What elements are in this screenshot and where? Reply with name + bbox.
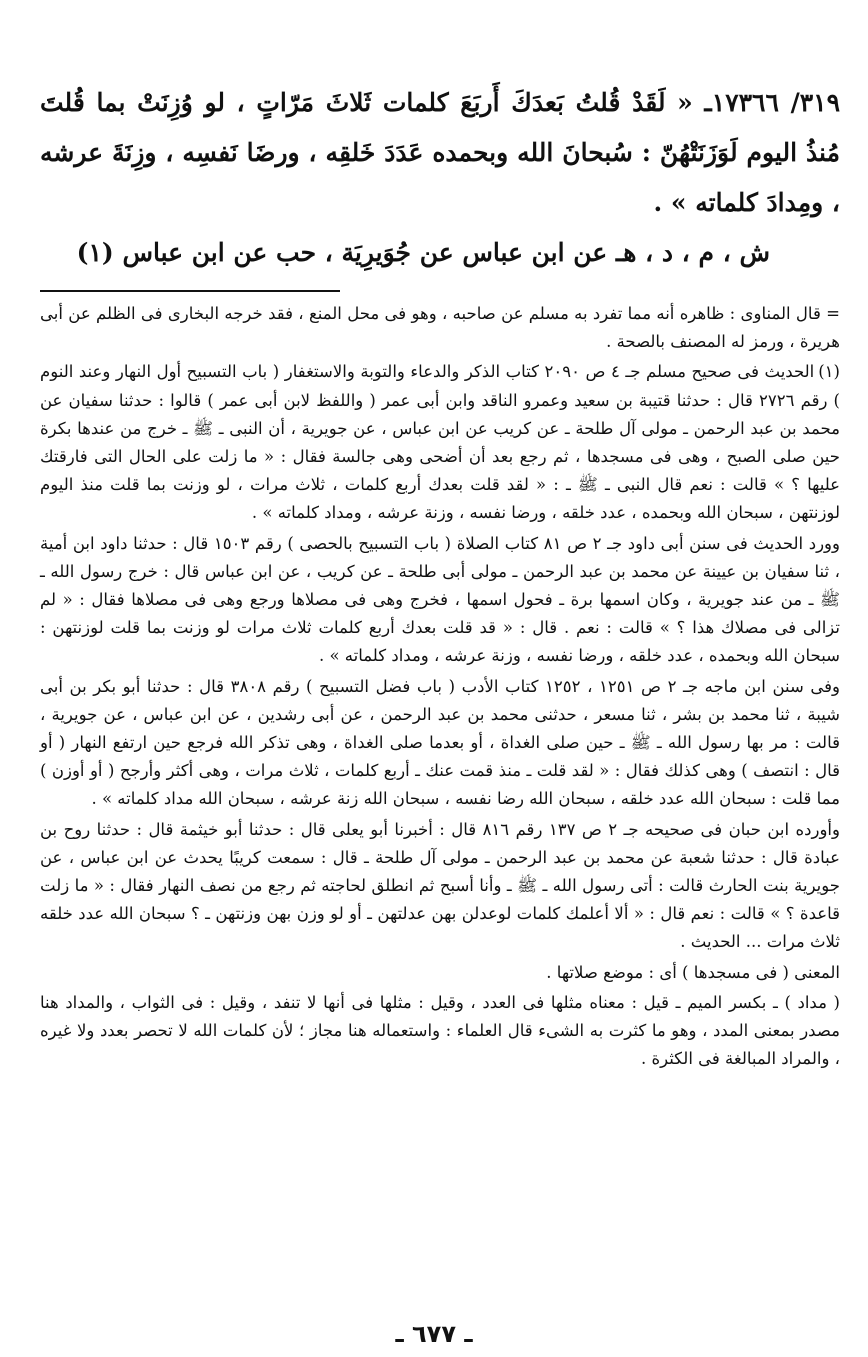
page-number: ـ ٦٧٧ ـ bbox=[395, 1320, 473, 1348]
hadith-references: ش ، م ، د ، هـ عن ابن عباس عن جُوَيرِيَة ، حب عن ابن عباس (١) bbox=[76, 238, 770, 267]
footnote-paragraph: ( مداد ) ـ بكسر الميم ـ قيل : معناه مثلها فى العدد ، وقيل : مثلها فى أنها لا تنفد ، وقيل : فى الثواب ، والمداد هنا مصدر بمعنى المدد ، وهو ما كثرت به الشىء قال العلماء : واستعماله هنا مجاز ؛ لأن كلمات الله لا تحصر بعدد ولا غيره ، والمراد المبالغة فى الكثرة . bbox=[40, 992, 840, 1069]
footnote-paragraph: وأورده ابن حبان فى صحيحه جـ ٢ ص ١٣٧ رقم ٨١٦ قال : أخبرنا أبو يعلى قال : حدثنا أبو خيثمة قال : حدثنا روح بن عبادة قال : حدثنا شعبة عن محمد بن عبد الرحمن ـ مولى آل طلحة ـ قال : سمعت كريبًا يحدث عن ابن عباس ، عن جويرية بنت الحارث قالت : أتى رسول الله ـ ﷺ ـ وأنا أسبح ثم انطلق لحاجته ثم رجع من نصف النهار فقال : « ما زلت قاعدة ؟ » قالت : نعم قال : « ألا أعلمك كلمات لوعدلن بهن عدلتهن ـ أو لو وزن بهن وزنتهن ـ ؟ سبحان الله عدد خلقه ثلاث مرات ... الحديث . bbox=[40, 819, 840, 952]
footnote-paragraph: وفى سنن ابن ماجه جـ ٢ ص ١٢٥١ ، ١٢٥٢ كتاب الأدب ( باب فضل التسبيح ) رقم ٣٨٠٨ قال : حدثنا أبو بكر بن أبى شيبة ، ثنا محمد بن بشر ، ثنا مسعر ، حدثنى محمد بن عبد الرحمن ، عن أبى رشدين ، عن ابن عباس ، عن جويرية ، قالت : مر بها رسول الله ـ ﷺ ـ حين صلى الغداة ، أو بعدما صلى الغداة ، وهى تذكر الله فرجع حين ارتفع النهار ( أو قال : انتصف ) وهى كذلك فقال : « لقد قلت ـ منذ قمت عنك ـ أربع كلمات ، ثلاث مرات ، وهى أكثر وأرجح ( أو أوزن ) مما قلت : سبحان الله عدد خلقه ، سبحان الله رضا نفسه ، سبحان الله زنة عرشه ، سبحان الله مداد كلماته » . bbox=[40, 676, 840, 809]
footnotes bbox=[40, 300, 840, 1073]
footnote-number: (١) bbox=[818, 362, 840, 382]
book-page bbox=[40, 78, 840, 1075]
footnote-paragraph: المعنى ( فى مسجدها ) أى : موضع صلاتها . bbox=[546, 962, 840, 982]
footnote-paragraph: وورد الحديث فى سنن أبى داود جـ ٢ ص ٨١ كتاب الصلاة ( باب التسبيح بالحصى ) رقم ١٥٠٣ قال : حدثنا داود ابن أمية ، ثنا سفيان بن عيينة عن محمد بن عبد الرحمن ـ مولى أبى طلحة ـ عن كريب ، عن ابن عباس قال : خرج رسول الله ـ ﷺ ـ من عند جويرية ، وكان اسمها برة ـ فحول اسمها ، فخرج وهى فى مصلاها ورجع وهى فى مصلاها فقال : « لم تزالى فى مصلاك هذا ؟ » قالت : نعم . قال : « قد قلت بعدك أربع كلمات ثلاث مرات لو وزنت بما قلت لوزنتهن : سبحان الله وبحمده ، عدد خلقه ، ورضا نفسه ، وزنة عرشه ، ومداد كلماته » . bbox=[40, 533, 840, 666]
footnote-1-text: الحديث فى صحيح مسلم جـ ٤ ص ٢٠٩٠ كتاب الذكر والدعاء والتوبة والاستغفار ( باب التسبيح أول النهار وعند النوم ) رقم ٢٧٢٦ قال : حدثنا قتيبة بن سعيد وعمرو الناقد وابن أبى عمر ( واللفظ لابن أبى عمر ) قالوا : حدثنا سفيان عن محمد بن عبد الرحمن ـ مولى آل طلحة ـ عن كريب عن ابن عباس ، عن جويرية ، أن النبى ـ ﷺ ـ خرج من عندها بكرة حين صلى الصبح ، وهى فى مسجدها ، ثم رجع بعد أن أضحى وهى جالسة فقال : « ما زلت على الحال التى فارقتك عليها ؟ » قالت : نعم قال النبى ـ ﷺ ـ : « لقد قلت بعدك أربع كلمات ، ثلاث مرات ، لو وزنت بما قلت منذ اليوم لوزنتهن ، سبحان الله وبحمده ، عدد خلقه ، ورضا نفسه ، وزنة عرشه ، ومداد كلماته » . bbox=[40, 362, 840, 523]
footnote-separator bbox=[40, 290, 340, 292]
footnote-1 bbox=[40, 358, 840, 527]
footnote-continued: = قال المناوى : ظاهره أنه مما تفرد به مسلم عن صاحبه ، وهو فى محل المنع ، فقد خرجه البخارى فى الظلم عن أبى هريرة ، ورمز له المصنف بالصحة . bbox=[40, 300, 840, 356]
hadith-text: ٣١٩/ ١٧٣٦٦ـ « لَقَدْ قُلتُ بَعدَكَ أَربَعَ كلمات ثَلاثَ مَرّاتٍ ، لو وُزِنَتْ بما قُلتَ مُنذُ اليوم لَوَزَنَتْهُنّ : سُبحانَ الله وبحمده عَدَدَ خَلقِه ، ورضَا نَفسِه ، وزِنَةَ عرشه ، ومِدادَ كلماته » . bbox=[40, 88, 841, 217]
